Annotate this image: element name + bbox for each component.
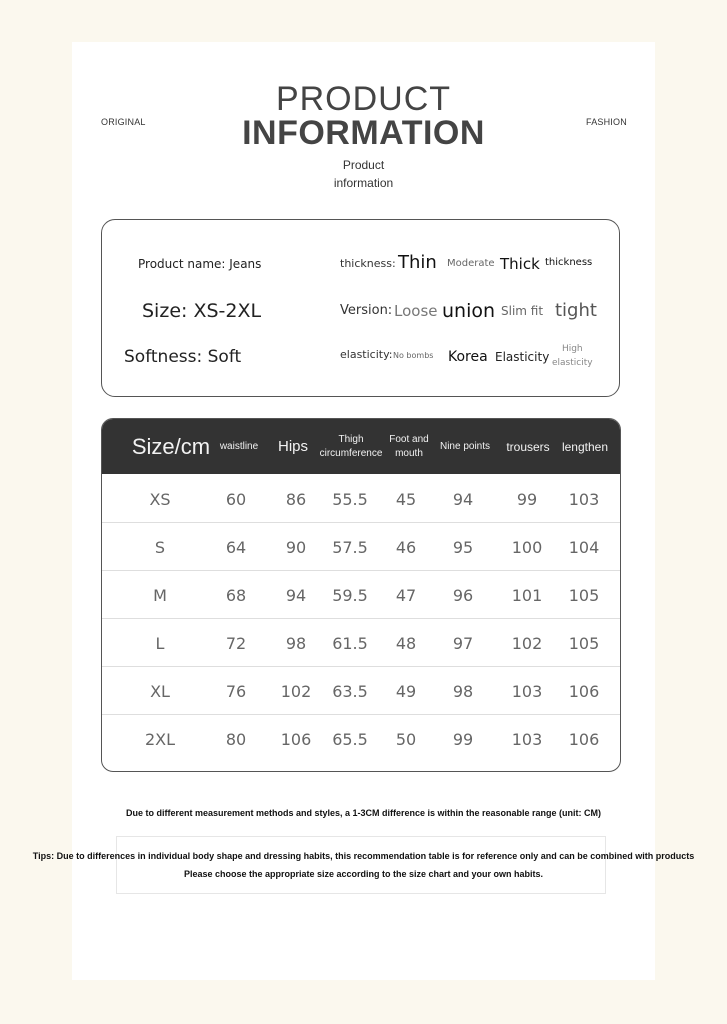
measurement-cell: 60 xyxy=(225,489,247,509)
table-row xyxy=(102,619,620,667)
header-right-word: FASHION xyxy=(586,117,627,127)
thickness-option-thick: Thick xyxy=(500,255,540,273)
measurement-cell: 90 xyxy=(285,537,307,557)
elasticity-label: elasticity: xyxy=(340,348,393,361)
thickness-option-thin: Thin xyxy=(398,252,437,273)
header-foot-mouth xyxy=(385,419,433,474)
measurement-cell: 57.5 xyxy=(332,537,368,557)
thickness-option-moderate: Moderate xyxy=(447,258,495,269)
title-line2: INFORMATION xyxy=(242,114,485,152)
measurement-cell: 48 xyxy=(395,633,417,653)
measurement-cell: 102 xyxy=(511,633,543,653)
measurement-cell: 94 xyxy=(285,585,307,605)
measurement-cell: 96 xyxy=(452,585,474,605)
size-cell: L xyxy=(155,633,165,653)
measurement-cell: 99 xyxy=(452,729,474,749)
measurement-cell: 80 xyxy=(225,729,247,749)
measurement-cell: 94 xyxy=(452,489,474,509)
thickness-option-thickness: thickness xyxy=(545,257,593,268)
header-trousers: trousers xyxy=(506,439,550,454)
version-option-tight: tight xyxy=(555,300,597,321)
table-header xyxy=(102,419,620,474)
tips-line2: Please choose the appropriate size according to the size chart and your own habits. xyxy=(183,869,544,879)
measurement-cell: 76 xyxy=(225,681,247,701)
measurement-cell: 65.5 xyxy=(332,729,368,749)
measurement-cell: 100 xyxy=(511,537,543,557)
header-hips: Hips xyxy=(277,437,308,455)
measurement-cell: 47 xyxy=(395,585,417,605)
measurement-cell: 105 xyxy=(568,633,600,653)
elasticity-option-korea: Korea xyxy=(448,349,488,365)
measurement-cell: 55.5 xyxy=(332,489,368,509)
tips-line1: Tips: Due to differences in individual body shape and dressing habits, this recommendation table is for reference only and can be combined with products xyxy=(32,851,695,861)
measurement-cell: 50 xyxy=(395,729,417,749)
subtitle xyxy=(0,156,727,192)
product-name: Product name: Jeans xyxy=(138,257,262,271)
product-info-box xyxy=(101,219,620,397)
header-left-word: ORIGINAL xyxy=(101,117,146,127)
table-row xyxy=(102,571,620,619)
measurement-cell: 101 xyxy=(511,585,543,605)
size-cell: M xyxy=(153,585,167,605)
header-thigh-line1: Thigh xyxy=(338,433,364,445)
version-label: Version: xyxy=(340,303,393,318)
measurement-cell: 59.5 xyxy=(332,585,368,605)
measurement-cell: 103 xyxy=(511,681,543,701)
measurement-cell: 95 xyxy=(452,537,474,557)
elasticity-option-high-line2: elasticity xyxy=(552,358,593,368)
measurement-cell: 98 xyxy=(452,681,474,701)
measurement-cell: 45 xyxy=(395,489,417,509)
measurement-note: Due to different measurement methods and styles, a 1-3CM difference is within the reasonable range (unit: CM) xyxy=(125,808,602,818)
measurement-cell: 99 xyxy=(516,489,538,509)
elasticity-option-no-bombs: No bombs xyxy=(393,351,434,360)
measurement-cell: 106 xyxy=(568,681,600,701)
size-cell: XL xyxy=(150,681,170,701)
tips-box xyxy=(116,836,606,894)
version-option-slim-fit: Slim fit xyxy=(501,304,544,318)
header-waistline: waistline xyxy=(219,440,259,452)
size-cell: 2XL xyxy=(144,729,176,749)
measurement-cell: 105 xyxy=(568,585,600,605)
measurement-cell: 103 xyxy=(511,729,543,749)
table-row xyxy=(102,715,620,763)
header-nine-points: Nine points xyxy=(439,440,491,452)
measurement-cell: 68 xyxy=(225,585,247,605)
measurement-cell: 61.5 xyxy=(332,633,368,653)
table-row xyxy=(102,667,620,715)
measurement-cell: 106 xyxy=(568,729,600,749)
measurement-cell: 106 xyxy=(280,729,312,749)
table-row xyxy=(102,475,620,523)
measurement-cell: 98 xyxy=(285,633,307,653)
size-cell: XS xyxy=(149,489,171,509)
thickness-label: thickness: xyxy=(340,257,396,270)
measurement-cell: 46 xyxy=(395,537,417,557)
header-foot-line1: Foot and xyxy=(389,433,429,445)
size-table xyxy=(101,418,621,772)
subtitle-line2: information xyxy=(333,176,394,190)
softness: Softness: Soft xyxy=(124,347,242,367)
title-line1: PRODUCT xyxy=(275,80,452,118)
measurement-cell: 97 xyxy=(452,633,474,653)
table-row xyxy=(102,523,620,571)
elasticity-option-high xyxy=(552,342,593,370)
version-option-loose: Loose xyxy=(394,302,438,320)
measurement-cell: 63.5 xyxy=(332,681,368,701)
size-range: Size: XS-2XL xyxy=(142,300,262,322)
measurement-cell: 102 xyxy=(280,681,312,701)
elasticity-option-elasticity: Elasticity xyxy=(495,350,550,364)
header-size-cm: Size/cm xyxy=(131,433,211,459)
elasticity-option-high-line1: High xyxy=(561,344,583,354)
header-thigh-circumference xyxy=(316,419,386,474)
size-cell: S xyxy=(154,537,166,557)
header-thigh-line2: circumference xyxy=(319,447,383,459)
measurement-cell: 49 xyxy=(395,681,417,701)
measurement-cell: 72 xyxy=(225,633,247,653)
header-foot-line2: mouth xyxy=(395,447,423,459)
subtitle-line1: Product xyxy=(342,158,385,172)
version-option-union: union xyxy=(442,300,496,322)
header-lengthen: lengthen xyxy=(561,439,609,454)
measurement-cell: 86 xyxy=(285,489,307,509)
measurement-cell: 104 xyxy=(568,537,600,557)
measurement-cell: 64 xyxy=(225,537,247,557)
measurement-cell: 103 xyxy=(568,489,600,509)
